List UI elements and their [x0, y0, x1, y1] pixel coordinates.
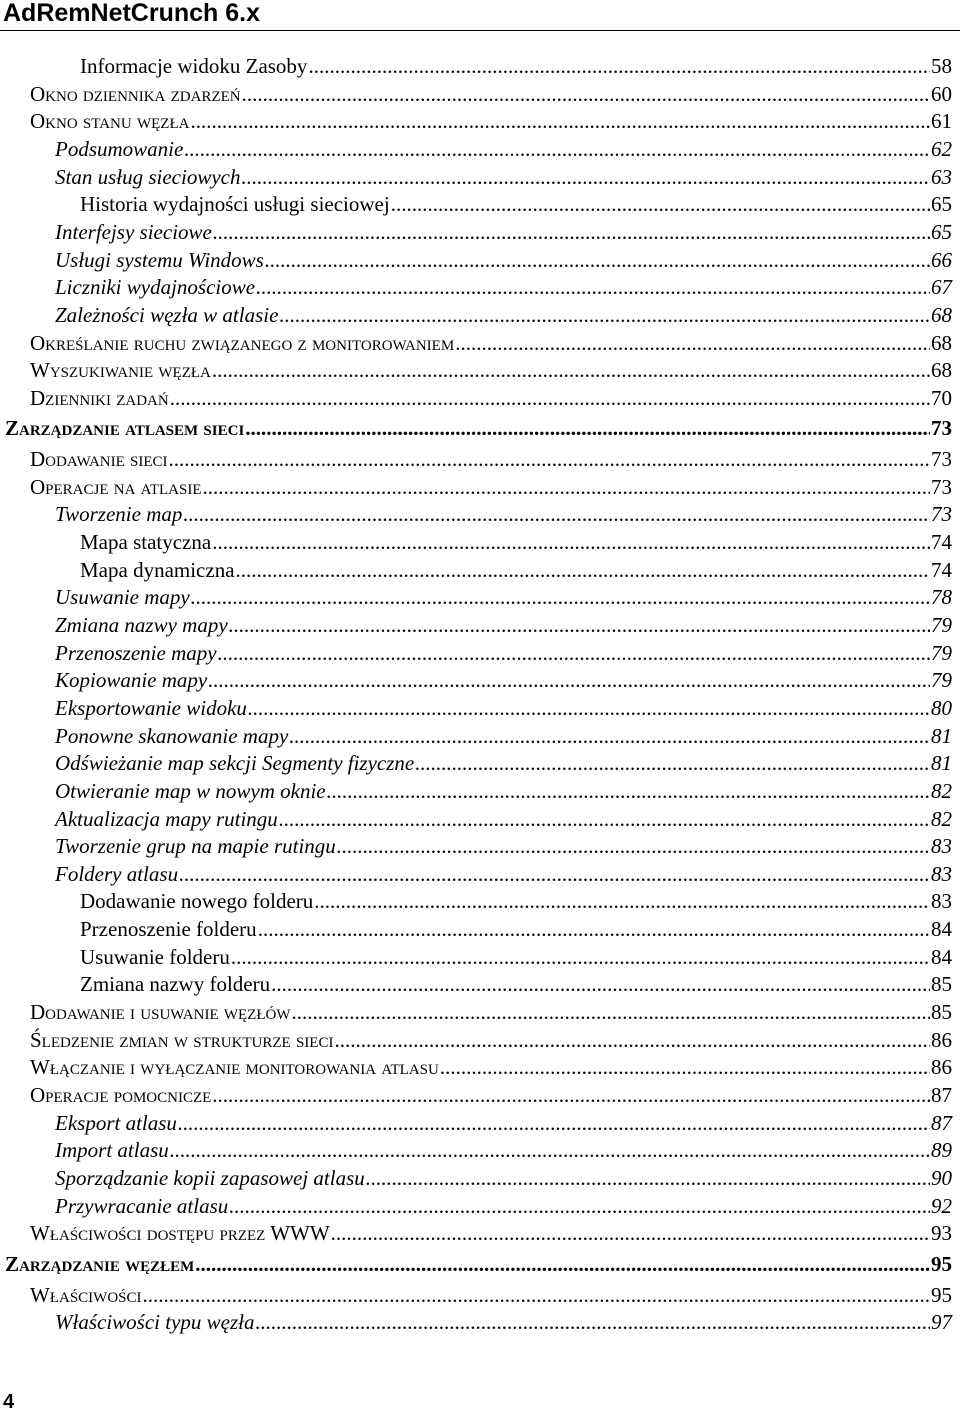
toc-entry[interactable] — [30, 999, 952, 1025]
toc-entry-page: 95 — [931, 1252, 952, 1276]
toc-entry-title: Foldery atlasu — [55, 862, 179, 886]
toc-leader-dots — [265, 247, 930, 273]
toc-entry-title: Dodawanie i usuwanie węzłów — [30, 1000, 291, 1024]
toc-entry-title: Zmiana nazwy mapy — [55, 613, 228, 637]
toc-entry-page: 84 — [931, 945, 952, 969]
toc-leader-dots — [292, 999, 931, 1025]
toc-entry-title: Aktualizacja mapy rutingu — [55, 807, 278, 831]
toc-entry[interactable] — [55, 640, 952, 666]
toc-leader-dots — [308, 53, 930, 79]
toc-entry-page: 65 — [931, 192, 952, 216]
toc-entry[interactable] — [55, 164, 952, 190]
toc-leader-dots — [229, 612, 930, 638]
toc-leader-dots — [184, 136, 930, 162]
toc-entry[interactable] — [30, 1220, 952, 1246]
toc-entry-title: Okno dziennika zdarzeń — [30, 82, 241, 106]
toc-entry[interactable] — [55, 861, 952, 887]
toc-entry[interactable] — [55, 501, 952, 527]
toc-entry-page: 73 — [931, 502, 952, 526]
header-title: AdRemNetCrunch 6.x — [3, 0, 260, 27]
toc-leader-dots — [190, 108, 930, 134]
toc-entry-title: Dodawanie sieci — [30, 447, 168, 471]
toc-entry-title: Zarządzanie atlasem sieci — [5, 416, 245, 440]
toc-entry-page: 85 — [931, 1000, 952, 1024]
toc-entry[interactable] — [5, 1251, 952, 1277]
toc-entry[interactable] — [55, 806, 952, 832]
toc-leader-dots — [289, 723, 930, 749]
toc-entry-page: 83 — [931, 889, 952, 913]
toc-entry-title: Przywracanie atlasu — [55, 1194, 229, 1218]
toc-leader-dots — [169, 446, 930, 472]
toc-leader-dots — [331, 1220, 930, 1246]
toc-entry[interactable] — [80, 944, 952, 970]
toc-leader-dots — [143, 1282, 931, 1308]
toc-entry-title: Odświeżanie map sekcji Segmenty fizyczne — [55, 751, 415, 775]
toc-entry-title: Dzienniki zadań — [30, 386, 169, 410]
toc-entry-page: 82 — [931, 779, 952, 803]
toc-leader-dots — [178, 1110, 930, 1136]
toc-leader-dots — [455, 330, 930, 356]
toc-entry[interactable] — [55, 1309, 952, 1335]
toc-entry-page: 79 — [931, 668, 952, 692]
toc-entry-title: Mapa statyczna — [80, 530, 212, 554]
toc-entry[interactable] — [55, 1193, 952, 1219]
toc-entry[interactable] — [30, 474, 952, 500]
toc-leader-dots — [279, 806, 930, 832]
toc-leader-dots — [236, 557, 930, 583]
toc-entry-title: Okno stanu węzła — [30, 109, 190, 133]
toc-entry-page: 73 — [931, 475, 952, 499]
toc-entry-page: 87 — [931, 1111, 952, 1135]
toc-leader-dots — [314, 888, 930, 914]
toc-entry-title: Określanie ruchu związanego z monitorowaniem — [30, 331, 455, 355]
toc-entry-page: 68 — [931, 303, 952, 327]
toc-entry[interactable] — [55, 274, 952, 300]
toc-entry-title: Mapa dynamiczna — [80, 558, 235, 582]
toc-leader-dots — [191, 584, 930, 610]
toc-entry-title: Dodawanie nowego folderu — [80, 889, 314, 913]
toc-leader-dots — [170, 1137, 930, 1163]
toc-entry-title: Podsumowanie — [55, 137, 184, 161]
toc-entry-page: 93 — [931, 1221, 952, 1245]
toc-entry-title: Przenoszenie folderu — [80, 917, 257, 941]
toc-entry[interactable] — [55, 219, 952, 245]
toc-leader-dots — [391, 191, 930, 217]
toc-entry-page: 86 — [931, 1028, 952, 1052]
toc-entry[interactable] — [80, 557, 952, 583]
toc-entry-title: Przenoszenie mapy — [55, 641, 217, 665]
toc-leader-dots — [241, 164, 930, 190]
toc-entry[interactable] — [30, 1027, 952, 1053]
toc-entry[interactable] — [55, 750, 952, 776]
toc-entry[interactable] — [30, 1282, 952, 1308]
toc-entry[interactable] — [80, 191, 952, 217]
toc-leader-dots — [248, 695, 930, 721]
toc-leader-dots — [366, 1165, 930, 1191]
toc-entry-page: 78 — [931, 585, 952, 609]
toc-entry-page: 79 — [931, 641, 952, 665]
toc-leader-dots — [334, 1027, 930, 1053]
toc-entry[interactable] — [55, 136, 952, 162]
toc-entry-page: 95 — [931, 1283, 952, 1307]
toc-entry-page: 85 — [931, 972, 952, 996]
toc-entry[interactable] — [80, 971, 952, 997]
toc-entry[interactable] — [80, 916, 952, 942]
toc-leader-dots — [279, 302, 930, 328]
toc-entry[interactable] — [30, 357, 952, 383]
toc-entry-page: 74 — [931, 530, 952, 554]
toc-entry-title: Informacje widoku Zasoby — [80, 54, 308, 78]
toc-entry-title: Operacje pomocnicze — [30, 1083, 212, 1107]
toc-entry[interactable] — [80, 53, 952, 79]
toc-entry-page: 84 — [931, 917, 952, 941]
toc-leader-dots — [258, 916, 930, 942]
toc-leader-dots — [255, 1309, 930, 1335]
toc-entry[interactable] — [55, 695, 952, 721]
toc-entry-title: Usuwanie mapy — [55, 585, 190, 609]
toc-entry-page: 81 — [931, 724, 952, 748]
toc-entry-title: Tworzenie grup na mapie rutingu — [55, 834, 336, 858]
toc-entry[interactable] — [55, 1137, 952, 1163]
toc-entry-title: Otwieranie map w nowym oknie — [55, 779, 326, 803]
toc-entry[interactable] — [55, 612, 952, 638]
toc-entry-title: Usługi systemu Windows — [55, 248, 264, 272]
toc-entry-title: Interfejsy sieciowe — [55, 220, 212, 244]
toc-leader-dots — [179, 861, 930, 887]
toc-entry-title: Zmiana nazwy folderu — [80, 972, 271, 996]
toc-leader-dots — [170, 385, 930, 411]
toc-leader-dots — [213, 219, 930, 245]
toc-entry-title: Zarządzanie węzłem — [5, 1252, 195, 1276]
toc-entry-title: Zależności węzła w atlasie — [55, 303, 279, 327]
toc-entry-title: Tworzenie map — [55, 502, 183, 526]
toc-entry[interactable] — [80, 529, 952, 555]
toc-entry[interactable] — [30, 108, 952, 134]
toc-entry-page: 80 — [931, 696, 952, 720]
toc-leader-dots — [183, 501, 930, 527]
toc-leader-dots — [229, 1193, 930, 1219]
toc-entry[interactable] — [55, 723, 952, 749]
toc-entry-page: 92 — [931, 1194, 952, 1218]
toc-entry-page: 63 — [931, 165, 952, 189]
toc-leader-dots — [327, 778, 930, 804]
toc-leader-dots — [195, 1251, 930, 1277]
toc-entry-page: 67 — [931, 275, 952, 299]
toc-leader-dots — [231, 944, 930, 970]
toc-entry-page: 90 — [931, 1166, 952, 1190]
toc-entry-title: Historia wydajności usługi sieciowej — [80, 192, 390, 216]
toc-entry-page: 83 — [931, 834, 952, 858]
toc-entry[interactable] — [30, 1082, 952, 1108]
toc-entry-title: Import atlasu — [55, 1138, 169, 1162]
toc-entry[interactable] — [30, 385, 952, 411]
toc-entry-page: 81 — [931, 751, 952, 775]
toc-entry-page: 70 — [931, 386, 952, 410]
toc-entry-title: Operacje na atlasie — [30, 475, 202, 499]
toc-leader-dots — [212, 357, 930, 383]
toc-entry-title: Śledzenie zmian w strukturze sieci — [30, 1028, 334, 1052]
toc-entry[interactable] — [55, 247, 952, 273]
toc-leader-dots — [218, 640, 930, 666]
toc-entry-page: 87 — [931, 1083, 952, 1107]
toc-entry-page: 61 — [931, 109, 952, 133]
toc-entry-title: Wyszukiwanie węzła — [30, 358, 211, 382]
toc-entry-title: Liczniki wydajnościowe — [55, 275, 256, 299]
toc-entry-title: Eksport atlasu — [55, 1111, 177, 1135]
page-number: 4 — [3, 1391, 15, 1413]
toc-entry-page: 65 — [931, 220, 952, 244]
toc-entry-page: 66 — [931, 248, 952, 272]
toc-entry-page: 58 — [931, 54, 952, 78]
toc-entry[interactable] — [30, 330, 952, 356]
toc-entry[interactable] — [55, 1110, 952, 1136]
toc-leader-dots — [440, 1054, 930, 1080]
toc-entry[interactable] — [30, 446, 952, 472]
toc-entry[interactable] — [55, 302, 952, 328]
toc-entry-page: 68 — [931, 331, 952, 355]
toc-entry-page: 97 — [931, 1310, 952, 1334]
toc-entry-page: 68 — [931, 358, 952, 382]
toc-entry-title: Ponowne skanowanie mapy — [55, 724, 289, 748]
toc-entry-page: 73 — [931, 416, 952, 440]
toc-entry-page: 79 — [931, 613, 952, 637]
toc-entry-page: 89 — [931, 1138, 952, 1162]
toc-entry-page: 74 — [931, 558, 952, 582]
toc-entry-page: 60 — [931, 82, 952, 106]
toc-entry[interactable] — [55, 778, 952, 804]
toc-entry-title: Właściwości typu węzła — [55, 1310, 255, 1334]
toc-leader-dots — [271, 971, 930, 997]
toc-entry-title: Właściwości dostępu przez WWW — [30, 1221, 330, 1245]
toc-entry-page: 62 — [931, 137, 952, 161]
toc-entry-title: Właściwości — [30, 1283, 142, 1307]
toc-entry[interactable] — [55, 833, 952, 859]
toc-leader-dots — [212, 529, 930, 555]
toc-entry-title: Usuwanie folderu — [80, 945, 230, 969]
toc-entry[interactable] — [55, 584, 952, 610]
toc-leader-dots — [212, 1082, 930, 1108]
toc-entry[interactable] — [55, 1165, 952, 1191]
toc-entry-title: Eksportowanie widoku — [55, 696, 247, 720]
toc-entry[interactable] — [80, 888, 952, 914]
toc-leader-dots — [337, 833, 930, 859]
toc-leader-dots — [208, 667, 930, 693]
toc-entry[interactable] — [30, 81, 952, 107]
toc-entry-page: 73 — [931, 447, 952, 471]
toc-entry-title: Stan usług sieciowych — [55, 165, 241, 189]
toc-entry[interactable] — [30, 1054, 952, 1080]
toc-leader-dots — [256, 274, 930, 300]
toc-entry[interactable] — [5, 415, 952, 441]
toc-entry-title: Włączanie i wyłączanie monitorowania atlasu — [30, 1055, 439, 1079]
toc-leader-dots — [415, 750, 930, 776]
toc-entry-title: Kopiowanie mapy — [55, 668, 208, 692]
toc-entry-title: Sporządzanie kopii zapasowej atlasu — [55, 1166, 365, 1190]
toc-leader-dots — [203, 474, 930, 500]
toc-entry-page: 82 — [931, 807, 952, 831]
toc-leader-dots — [245, 415, 930, 441]
toc-leader-dots — [242, 81, 930, 107]
toc-entry[interactable] — [55, 667, 952, 693]
toc-entry-page: 86 — [931, 1055, 952, 1079]
toc-entry-page: 83 — [931, 862, 952, 886]
